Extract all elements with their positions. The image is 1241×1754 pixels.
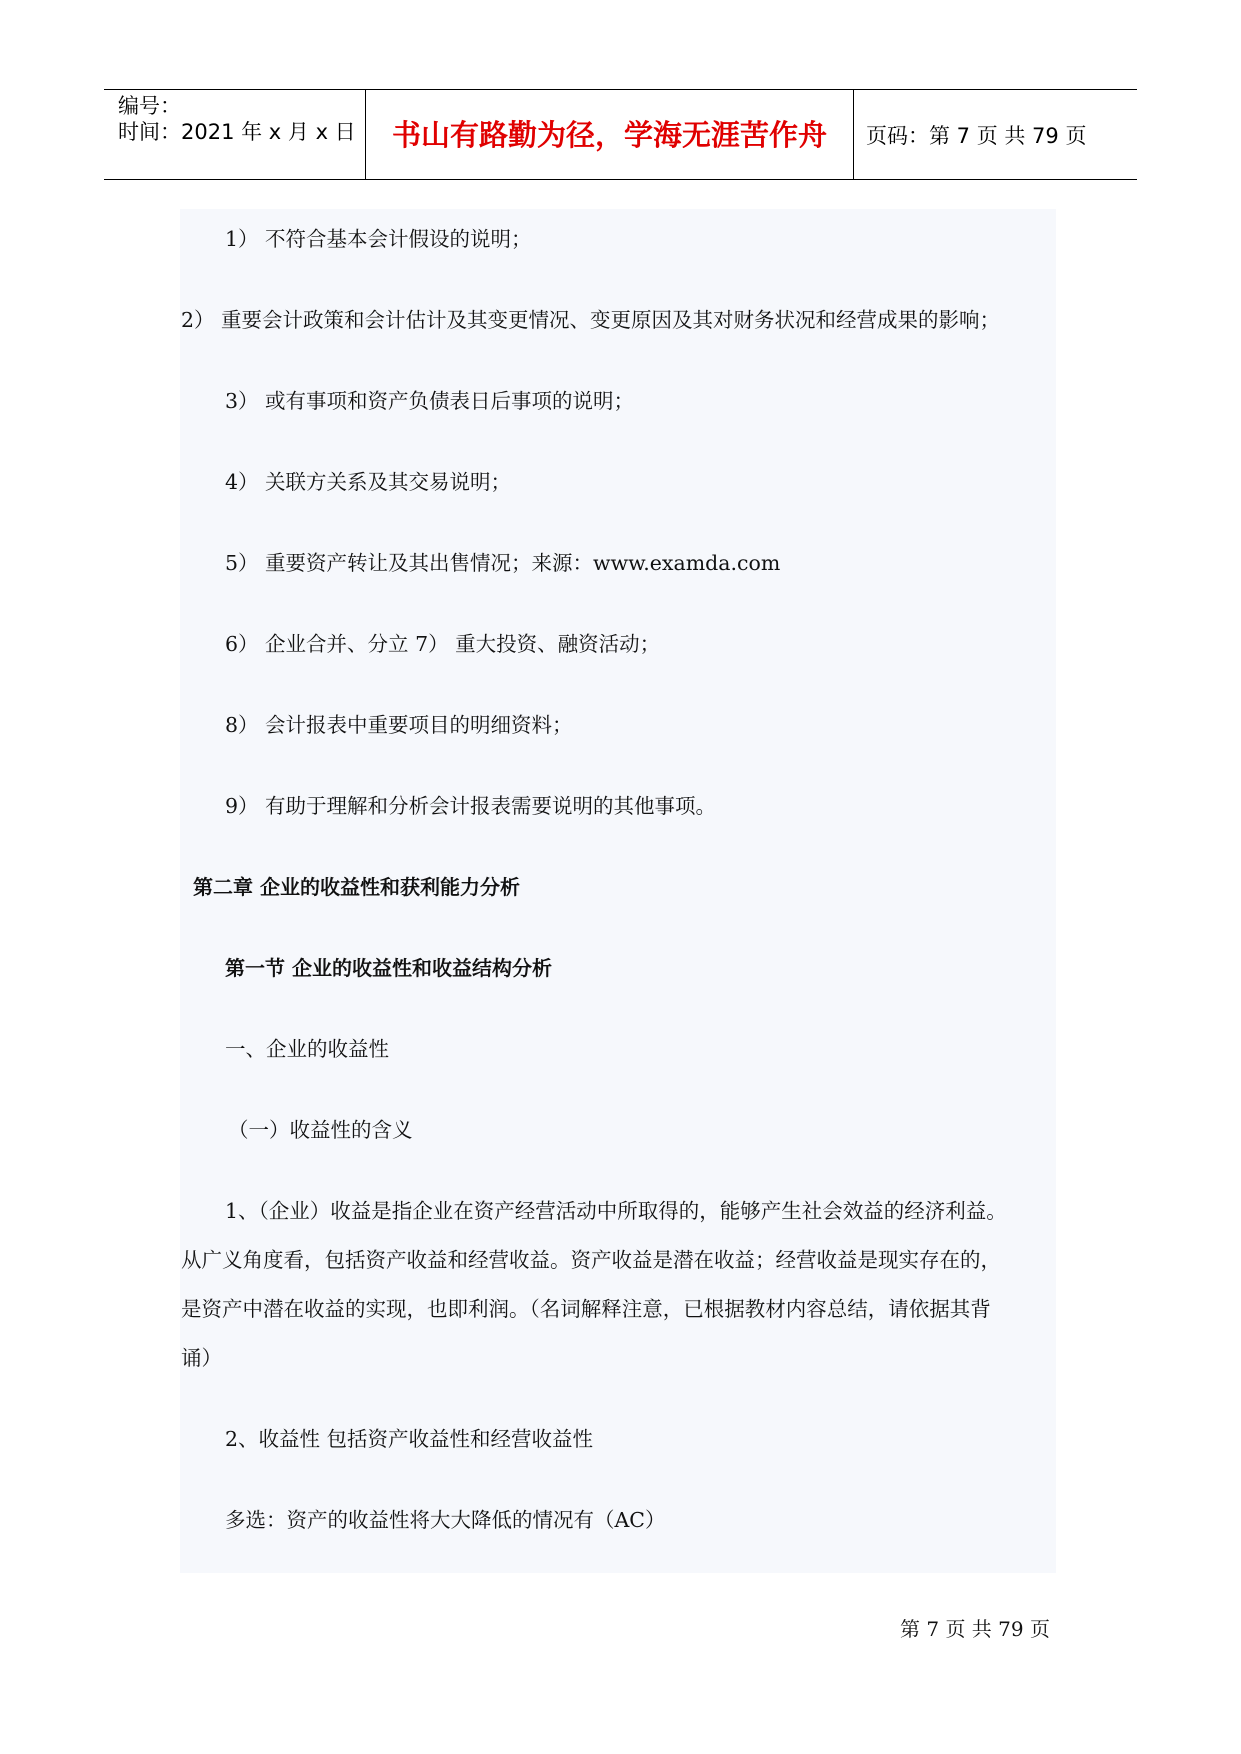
motto: 书山有路勤为径，学海无涯苦作舟 [391,118,827,152]
page-info: 页码：第 7 页 共 79 页 [866,124,1087,148]
list-item: 4） 关联方关系及其交易说明； [225,470,512,494]
date-label: 时间：2021 年 x 月 x 日 [118,120,356,144]
paragraph-line: 从广义角度看，包括资产收益和经营收益。资产收益是潜在收益；经营收益是现实存在的， [181,1248,1001,1272]
paragraph-line: 1、（企业）收益是指企业在资产经营活动中所取得的，能够产生社会效益的经济利益。 [225,1199,1007,1223]
list-item: 5） 重要资产转让及其出售情况；来源：www.examda.com [225,551,781,575]
list-item: 3） 或有事项和资产负债表日后事项的说明； [225,389,635,413]
header-page-cell [854,90,1137,179]
chapter-heading: 第二章 企业的收益性和获利能力分析 [193,875,520,899]
subheading: 一、企业的收益性 [225,1037,389,1061]
paragraph-line: 2、收益性 包括资产收益性和经营收益性 [225,1427,594,1451]
list-item: 9） 有助于理解和分析会计报表需要说明的其他事项。 [225,794,717,818]
header-meta-cell [104,90,365,179]
list-item: 1） 不符合基本会计假设的说明； [225,227,532,251]
question-line: 多选：资产的收益性将大大降低的情况有（AC） [225,1508,666,1532]
section-heading: 第一节 企业的收益性和收益结构分析 [225,956,552,980]
list-item: 8） 会计报表中重要项目的明细资料； [225,713,573,737]
list-item: 6） 企业合并、分立 7） 重大投资、融资活动； [225,632,661,656]
header-motto-cell [365,90,854,179]
serial-number-label: 编号： [118,94,181,118]
paragraph-line: 诵） [181,1346,222,1370]
subheading: （一）收益性的含义 [228,1118,413,1142]
document-header [104,89,1137,180]
paragraph-line: 是资产中潜在收益的实现，也即利润。（名词解释注意，已根据教材内容总结，请依据其背 [181,1297,991,1321]
page-footer: 第 7 页 共 79 页 [900,1617,1050,1641]
list-item: 2） 重要会计政策和会计估计及其变更情况、变更原因及其对财务状况和经营成果的影响； [181,308,1001,332]
